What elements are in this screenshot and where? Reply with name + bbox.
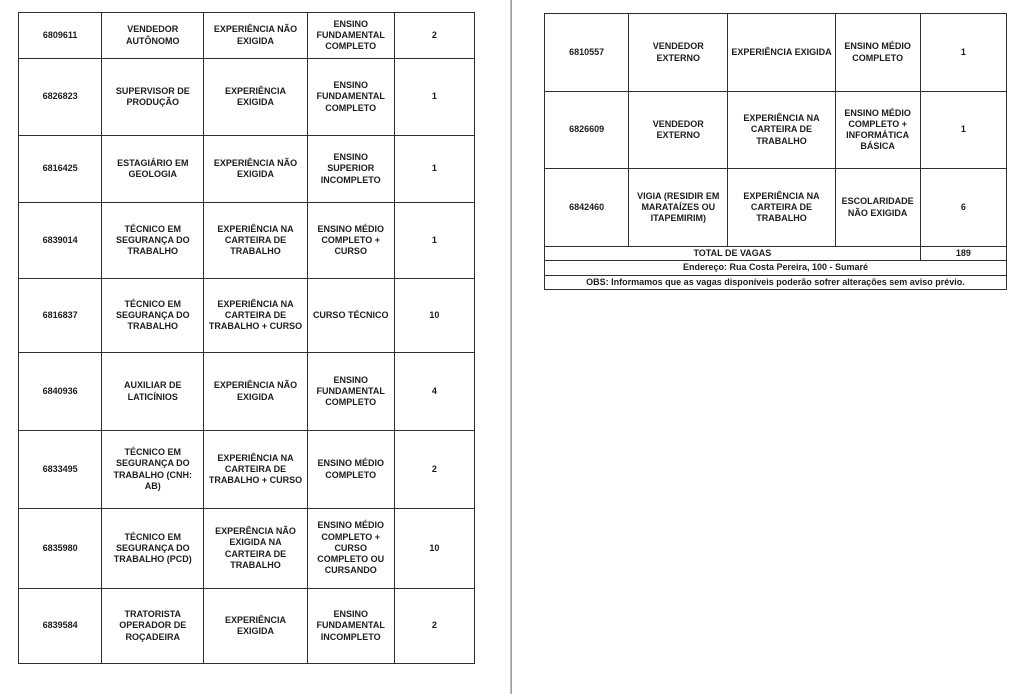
table-row: [19, 353, 475, 431]
vacancy-count-cell: 10: [394, 279, 474, 353]
job-table-right: [544, 13, 1007, 290]
experience-cell: EXPERIÊNCIA EXIGIDA: [204, 59, 307, 136]
vacancy-id-cell: 6810557: [545, 14, 629, 92]
education-cell: ENSINO MÉDIO COMPLETO + CURSO COMPLETO OU CURSANDO: [307, 509, 394, 589]
table-row: [19, 431, 475, 509]
occupation-cell: TRATORISTA OPERADOR DE ROÇADEIRA: [102, 589, 204, 664]
vacancy-id-cell: 6826609: [545, 92, 629, 169]
occupation-cell: TÉCNICO EM SEGURANÇA DO TRABALHO (PCD): [102, 509, 204, 589]
experience-cell: EXPERIÊNCIA NA CARTEIRA DE TRABALHO + CURSO: [204, 279, 307, 353]
vacancy-id-cell: 6839584: [19, 589, 102, 664]
experience-cell: EXPERIÊNCIA NÃO EXIGIDA: [204, 136, 307, 203]
vacancy-id-cell: 6835980: [19, 509, 102, 589]
vacancy-count-cell: 2: [394, 589, 474, 664]
experience-cell: EXPERIÊNCIA EXIGIDA: [728, 14, 835, 92]
vacancy-id-cell: 6826823: [19, 59, 102, 136]
education-cell: ENSINO MÉDIO COMPLETO + CURSO: [307, 203, 394, 279]
education-cell: ENSINO SUPERIOR INCOMPLETO: [307, 136, 394, 203]
table-row: [19, 136, 475, 203]
address-cell: Endereço: Rua Costa Pereira, 100 - Sumaré: [545, 261, 1007, 275]
total-value-cell: 189: [920, 247, 1006, 261]
job-table-left: [18, 12, 475, 664]
experience-cell: EXPERÊNCIA NÃO EXIGIDA NA CARTEIRA DE TRABALHO: [204, 509, 307, 589]
occupation-cell: ESTAGIÁRIO EM GEOLOGIA: [102, 136, 204, 203]
experience-cell: EXPERIÊNCIA EXIGIDA: [204, 589, 307, 664]
education-cell: ENSINO MÉDIO COMPLETO: [307, 431, 394, 509]
experience-cell: EXPERIÊNCIA NA CARTEIRA DE TRABALHO: [204, 203, 307, 279]
vacancy-count-cell: 1: [394, 136, 474, 203]
table-row: [545, 14, 1007, 92]
total-label-cell: TOTAL DE VAGAS: [545, 247, 921, 261]
vacancy-count-cell: 10: [394, 509, 474, 589]
address-row: [545, 261, 1007, 275]
vacancy-id-cell: 6840936: [19, 353, 102, 431]
occupation-cell: TÉCNICO EM SEGURANÇA DO TRABALHO: [102, 203, 204, 279]
table-row: [19, 203, 475, 279]
education-cell: ENSINO FUNDAMENTAL COMPLETO: [307, 59, 394, 136]
vacancy-count-cell: 4: [394, 353, 474, 431]
vacancy-id-cell: 6839014: [19, 203, 102, 279]
table-row: [19, 13, 475, 59]
occupation-cell: TÉCNICO EM SEGURANÇA DO TRABALHO: [102, 279, 204, 353]
obs-row: [545, 275, 1007, 289]
vacancy-id-cell: 6833495: [19, 431, 102, 509]
experience-cell: EXPERIÊNCIA NA CARTEIRA DE TRABALHO: [728, 92, 835, 169]
education-cell: ENSINO FUNDAMENTAL COMPLETO: [307, 13, 394, 59]
table-row: [19, 509, 475, 589]
vacancy-id-cell: 6816425: [19, 136, 102, 203]
table-row: [19, 589, 475, 664]
vacancy-id-cell: 6809611: [19, 13, 102, 59]
table-row: [19, 279, 475, 353]
occupation-cell: VENDEDOR AUTÔNOMO: [102, 13, 204, 59]
occupation-cell: SUPERVISOR DE PRODUÇÃO: [102, 59, 204, 136]
table-row: [545, 92, 1007, 169]
table-row: [545, 169, 1007, 247]
vacancy-count-cell: 1: [920, 92, 1006, 169]
occupation-cell: TÉCNICO EM SEGURANÇA DO TRABALHO (CNH: AB): [102, 431, 204, 509]
education-cell: ESCOLARIDADE NÃO EXIGIDA: [835, 169, 920, 247]
vacancy-count-cell: 1: [920, 14, 1006, 92]
vacancy-count-cell: 6: [920, 169, 1006, 247]
education-cell: ENSINO FUNDAMENTAL INCOMPLETO: [307, 589, 394, 664]
experience-cell: EXPERIÊNCIA NÃO EXIGIDA: [204, 353, 307, 431]
obs-cell: OBS: Informamos que as vagas disponíveis poderão sofrer alterações sem aviso prévio.: [545, 275, 1007, 289]
experience-cell: EXPERIÊNCIA NA CARTEIRA DE TRABALHO: [728, 169, 835, 247]
education-cell: CURSO TÉCNICO: [307, 279, 394, 353]
occupation-cell: VIGIA (RESIDIR EM MARATAÍZES OU ITAPEMIRIM): [629, 169, 728, 247]
vacancy-count-cell: 2: [394, 431, 474, 509]
occupation-cell: AUXILIAR DE LATICÍNIOS: [102, 353, 204, 431]
education-cell: ENSINO MÉDIO COMPLETO: [835, 14, 920, 92]
vacancy-count-cell: 2: [394, 13, 474, 59]
vacancy-count-cell: 1: [394, 59, 474, 136]
vacancy-id-cell: 6842460: [545, 169, 629, 247]
occupation-cell: VENDEDOR EXTERNO: [629, 92, 728, 169]
page-divider: [510, 0, 512, 694]
education-cell: ENSINO MÉDIO COMPLETO + INFORMÁTICA BÁSICA: [835, 92, 920, 169]
vacancy-count-cell: 1: [394, 203, 474, 279]
table-row: [19, 59, 475, 136]
experience-cell: EXPERIÊNCIA NÃO EXIGIDA: [204, 13, 307, 59]
total-row: [545, 247, 1007, 261]
experience-cell: EXPERIÊNCIA NA CARTEIRA DE TRABALHO + CURSO: [204, 431, 307, 509]
vacancy-id-cell: 6816837: [19, 279, 102, 353]
education-cell: ENSINO FUNDAMENTAL COMPLETO: [307, 353, 394, 431]
occupation-cell: VENDEDOR EXTERNO: [629, 14, 728, 92]
